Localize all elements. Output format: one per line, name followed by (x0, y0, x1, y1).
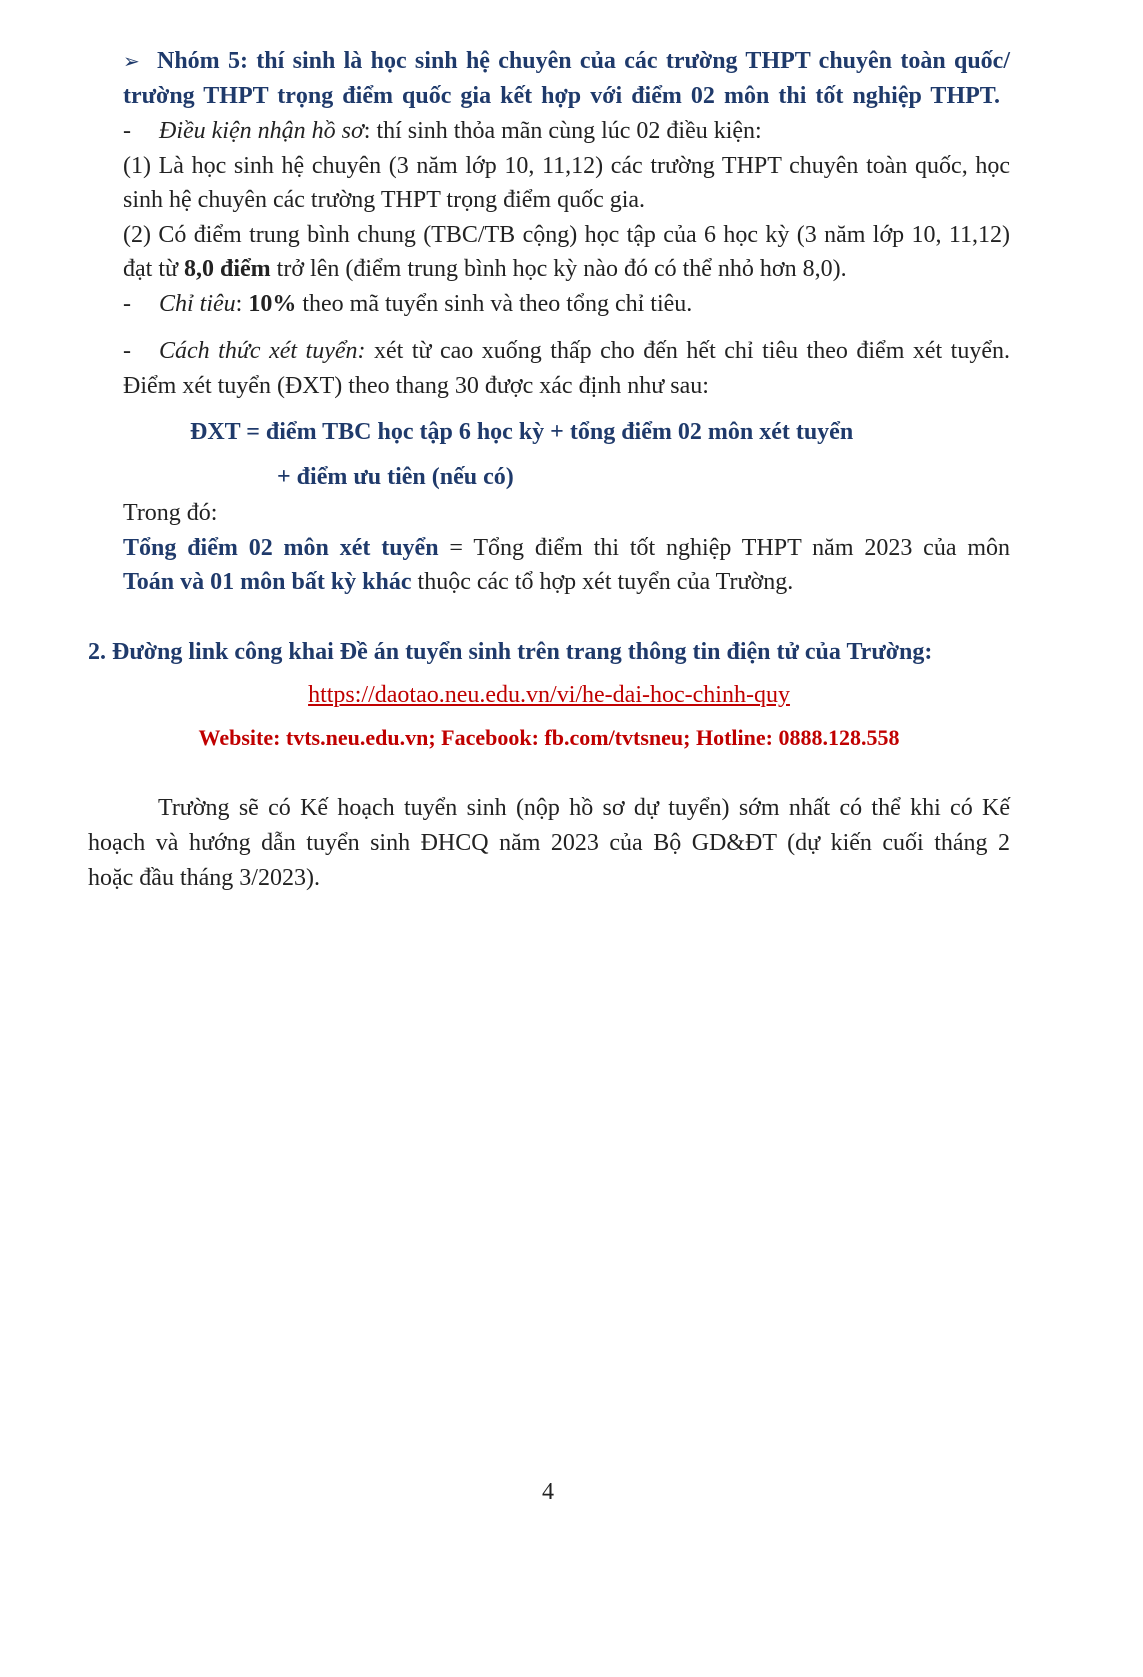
dash-bullet: - (123, 291, 131, 317)
group5-heading-line1: ➢ Nhóm 5: thí sinh là học sinh hệ chuyên của các trường THPT chuyên toàn quốc/ (123, 43, 1010, 80)
group5-heading-line2: trường THPT trọng điểm quốc gia kết hợp với điểm 02 môn thi tốt nghiệp THPT. (123, 83, 1000, 109)
method-label: Cách thức xét tuyển: (159, 338, 366, 364)
total-term: Tổng điểm 02 môn xét tuyển (123, 535, 439, 561)
quota-line: - Chỉ tiêu: 10% theo mã tuyển sinh và theo tổng chỉ tiêu. (123, 286, 1010, 323)
conditions-line: - Điều kiện nhận hồ sơ: thí sinh thỏa mãn cùng lúc 02 điều kiện: (123, 113, 1010, 150)
dash-bullet: - (123, 338, 131, 364)
section2-heading: 2. Đường link công khai Đề án tuyển sinh trên trang thông tin điện tử của Trường: (88, 639, 933, 665)
where-label: Trong đó: (123, 500, 218, 526)
closing-line2: hoạch và hướng dẫn tuyển sinh ĐHCQ năm 2023 của Bộ GD&ĐT (dự kiến cuối tháng 2 (88, 830, 1010, 856)
condition2-line1: (2) Có điểm trung bình chung (TBC/TB cộng) học tập của 6 học kỳ (3 năm lớp 10, 11,12) (123, 222, 1010, 248)
admission-link-line (88, 677, 1010, 714)
formula-line2: + điểm ưu tiên (nếu có) (277, 464, 514, 490)
min-score: 8,0 điểm (184, 256, 271, 282)
method-line1: - Cách thức xét tuyển: xét từ cao xuống thấp cho đến hết chỉ tiêu theo điểm xét tuyển. (123, 333, 1010, 370)
closing-line1: Trường sẽ có Kế hoạch tuyển sinh (nộp hồ sơ dự tuyển) sớm nhất có thể khi có Kế (158, 795, 1010, 821)
admission-link[interactable]: https://daotao.neu.edu.vn/vi/he-dai-hoc-chinh-quy (308, 682, 790, 708)
closing-line3: hoặc đầu tháng 3/2023). (88, 865, 320, 891)
dash-bullet: - (123, 118, 131, 144)
condition2-line2: đạt từ 8,0 điểm trở lên (điểm trung bình học kỳ nào đó có thể nhỏ hơn 8,0). (123, 256, 847, 282)
arrow-bullet-icon: ➢ (123, 49, 140, 73)
formula-line1: ĐXT = điểm TBC học tập 6 học kỳ + tổng điểm 02 môn xét tuyển (190, 419, 854, 445)
condition1-line1: (1) Là học sinh hệ chuyên (3 năm lớp 10, 11,12) các trường THPT chuyên toàn quốc, học (123, 153, 1010, 179)
total-definition-line1: Tổng điểm 02 môn xét tuyển = Tổng điểm thi tốt nghiệp THPT năm 2023 của môn (123, 535, 1011, 561)
conditions-label: Điều kiện nhận hồ sơ (159, 118, 364, 144)
contact-line: Website: tvts.neu.edu.vn; Facebook: fb.com/tvtsneu; Hotline: 0888.128.558 (198, 725, 900, 750)
quota-label: Chỉ tiêu (159, 291, 236, 317)
method-line2: Điểm xét tuyển (ĐXT) theo thang 30 được xác định như sau: (123, 373, 709, 399)
subject-term: Toán và 01 môn bất kỳ khác (123, 569, 412, 595)
condition1-line2: sinh hệ chuyên các trường THPT trọng điểm quốc gia. (123, 187, 646, 213)
page-number: 4 (542, 1479, 554, 1505)
quota-percent: 10% (248, 291, 297, 317)
total-definition-line2: Toán và 01 môn bất kỳ khác thuộc các tổ hợp xét tuyển của Trường. (123, 569, 794, 595)
